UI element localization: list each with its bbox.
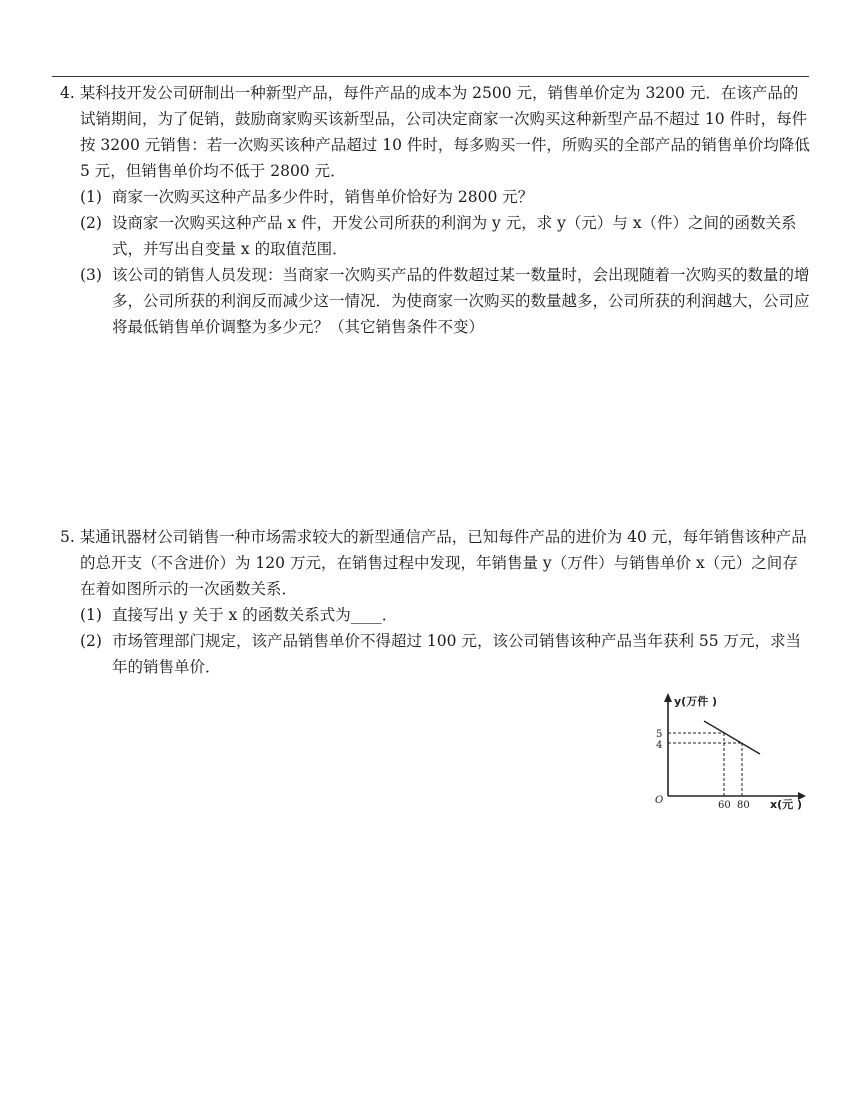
part-text: 市场管理部门规定，该产品销售单价不得超过 100 元，该公司销售该种产品当年获利 55 万元，求当年的销售单价． [112, 632, 802, 676]
part-text: 商家一次购买这种产品多少件时，销售单价恰好为 2800 元？ [112, 188, 534, 206]
question-4-part-1 [60, 184, 810, 210]
function-line [704, 721, 760, 754]
top-rule [52, 76, 809, 77]
linear-function-graph [650, 690, 810, 810]
part-number: (2) [80, 214, 102, 232]
x-tick-60: 60 [718, 800, 731, 810]
y-axis-label: y(万件 ) [674, 695, 718, 708]
part-text: 该公司的销售人员发现：当商家一次购买产品的件数超过某一数量时，会出现随着一次购买的数量的增多，公司所获的利润反而减少这一情况．为使商家一次购买的数量越多，公司所获的利润越大，公司应将最低销售单价调整为多少元？（其它销售条件不变） [112, 266, 810, 336]
question-5-part-2 [60, 628, 810, 680]
y-tick-4: 4 [656, 740, 663, 751]
part-number: (2) [80, 632, 102, 650]
x-tick-80: 80 [737, 800, 750, 810]
part-number: (1) [80, 606, 102, 624]
part-text: 直接写出 y 关于 x 的函数关系式为____． [112, 606, 398, 624]
part-text: 设商家一次购买这种产品 x 件，开发公司所获的利润为 y 元，求 y（元）与 x（件）之间的函数关系式，并写出自变量 x 的取值范围． [112, 214, 797, 258]
part-number: (1) [80, 188, 102, 206]
y-axis-arrow-icon [664, 693, 672, 702]
question-4 [60, 80, 810, 340]
origin-label: O [655, 795, 664, 806]
question-5-part-1 [60, 602, 810, 628]
question-4-stem: 4. 某科技开发公司研制出一种新型产品，每件产品的成本为 2500 元，销售单价定为 3200 元．在该产品的试销期间，为了促销，鼓励商家购买该新型品，公司决定商家一次购买这种新型产品不超过 10 件时，每件按 3200 元销售：若一次购买该种产品超过 10 件时，每多购买一件，所购买的全部产品的销售单价均降低 5 元，但销售单价均不低于 2800 元． [60, 84, 810, 180]
y-tick-5: 5 [656, 729, 663, 740]
question-4-part-2 [60, 210, 810, 262]
question-5-stem: 5. 某通讯器材公司销售一种市场需求较大的新型通信产品，已知每件产品的进价为 40 元，每年销售该种产品的总开支（不含进价）为 120 万元，在销售过程中发现，年销售量 y（万件）与销售单价 x（元）之间存在着如图所示的一次函数关系． [60, 528, 807, 598]
question-5 [60, 524, 810, 680]
question-4-part-3 [60, 262, 810, 340]
part-number: (3) [80, 266, 102, 284]
x-axis-label: x(元 ) [770, 798, 802, 810]
